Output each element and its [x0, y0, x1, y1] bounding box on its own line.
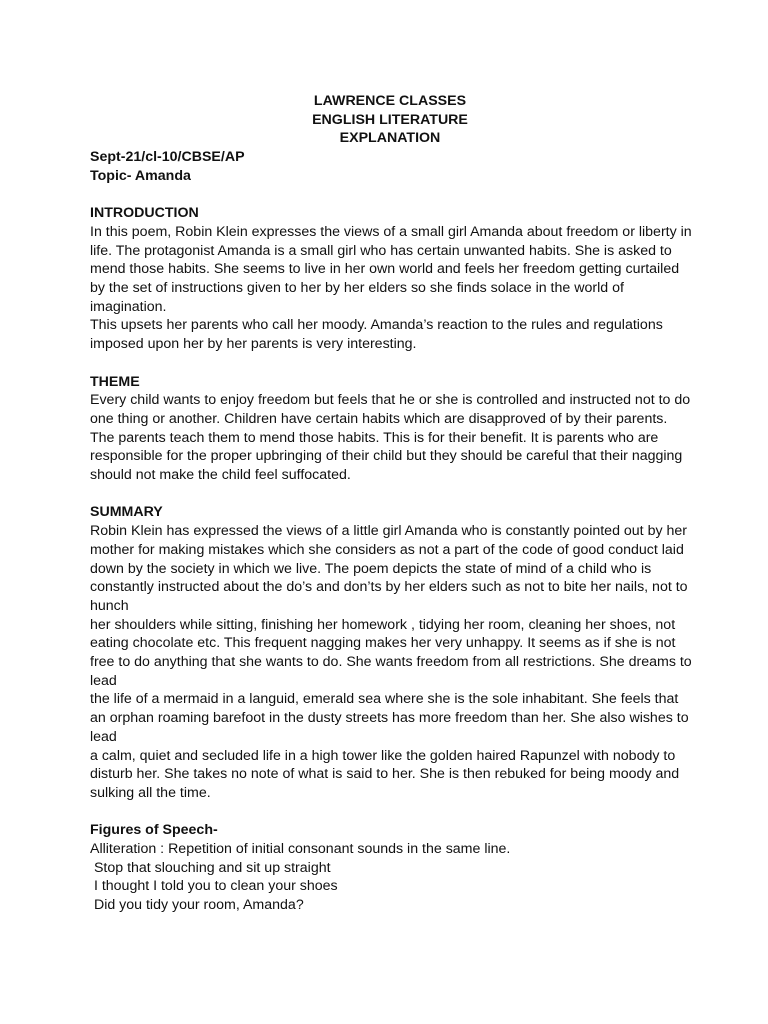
- theme-line: The parents teach them to mend those habits. This is for their benefit. It is parents who are: [90, 429, 659, 446]
- document-code: Sept-21/cl-10/CBSE/AP: [90, 149, 245, 166]
- figures-example-line: Stop that slouching and sit up straight: [90, 859, 331, 876]
- theme-line: one thing or another. Children have certain habits which are disapproved of by their parents.: [90, 410, 668, 427]
- header-title-line-3: EXPLANATION: [339, 130, 441, 147]
- topic-line: Topic- Amanda: [90, 167, 191, 184]
- summary-line: eating chocolate etc. This frequent nagging makes her very unhappy. It seems as if she is not: [90, 635, 676, 652]
- figures-example-line: Did you tidy your room, Amanda?: [90, 897, 304, 914]
- figures-example-line: I thought I told you to clean your shoes: [90, 878, 338, 895]
- theme-line: responsible for the proper upbringing of their child but they should be careful that their nagging: [90, 448, 683, 465]
- header-title-line-1: LAWRENCE CLASSES: [313, 93, 467, 109]
- summary-line: sulking all the time.: [90, 784, 211, 801]
- introduction-section: [90, 204, 690, 354]
- introduction-line: by the set of instructions given to her by her elders so she finds solace in the world of: [90, 280, 624, 297]
- document-content: [90, 92, 690, 915]
- summary-line: mother for making mistakes which she considers as not a part of the code of good conduct laid: [90, 541, 684, 558]
- summary-line: down by the society in which we live. The poem depicts the state of mind of a child who is: [90, 560, 652, 577]
- figures-of-speech-heading: Figures of Speech-: [90, 822, 218, 839]
- theme-heading: THEME: [90, 373, 140, 390]
- theme-line: Every child wants to enjoy freedom but feels that he or she is controlled and instructed not to do: [90, 392, 691, 409]
- figures-of-speech-section: [90, 821, 690, 915]
- introduction-line: In this poem, Robin Klein expresses the views of a small girl Amanda about freedom or liberty in: [90, 223, 692, 240]
- theme-section: [90, 373, 690, 485]
- introduction-line: mend those habits. She seems to live in her own world and feels her freedom getting curtailed: [90, 261, 680, 278]
- summary-line: disturb her. She takes no note of what is said to her. She is then rebuked for being moody and: [90, 766, 680, 783]
- summary-line: her shoulders while sitting, finishing her homework , tidying her room, cleaning her shoes, not: [90, 616, 676, 633]
- introduction-line: life. The protagonist Amanda is a small girl who has certain unwanted habits. She is asked to: [90, 242, 672, 259]
- summary-line: constantly instructed about the do’s and don’ts by her elders such as not to bite her nails, not to: [90, 579, 688, 596]
- summary-heading: SUMMARY: [90, 504, 163, 521]
- summary-section: [90, 503, 690, 802]
- summary-line: the life of a mermaid in a languid, emerald sea where she is the sole inhabitant. She feels that: [90, 691, 679, 708]
- introduction-heading: INTRODUCTION: [90, 205, 199, 222]
- summary-line: lead: [90, 672, 117, 689]
- summary-line: lead: [90, 728, 117, 745]
- summary-line: a calm, quiet and secluded life in a high tower like the golden haired Rapunzel with nobody to: [90, 747, 676, 764]
- summary-line: hunch: [90, 597, 129, 614]
- spacer: [90, 485, 690, 504]
- summary-line: an orphan roaming barefoot in the dusty streets has more freedom than her. She also wishes to: [90, 710, 689, 727]
- introduction-line: imposed upon her by her parents is very interesting.: [90, 336, 417, 353]
- summary-line: free to do anything that she wants to do. She wants freedom from all restrictions. She dreams to: [90, 654, 692, 671]
- summary-line: Robin Klein has expressed the views of a little girl Amanda who is constantly pointed out by her: [90, 523, 687, 540]
- spacer: [90, 354, 690, 373]
- header-title-line-2: ENGLISH LITERATURE: [312, 111, 468, 128]
- spacer: [90, 186, 690, 205]
- theme-line: should not make the child feel suffocated.: [90, 467, 351, 484]
- introduction-line: This upsets her parents who call her moody. Amanda’s reaction to the rules and regulations: [90, 317, 663, 334]
- spacer: [90, 803, 690, 822]
- introduction-line: imagination.: [90, 298, 167, 315]
- figures-line: Alliteration : Repetition of initial consonant sounds in the same line.: [90, 841, 511, 858]
